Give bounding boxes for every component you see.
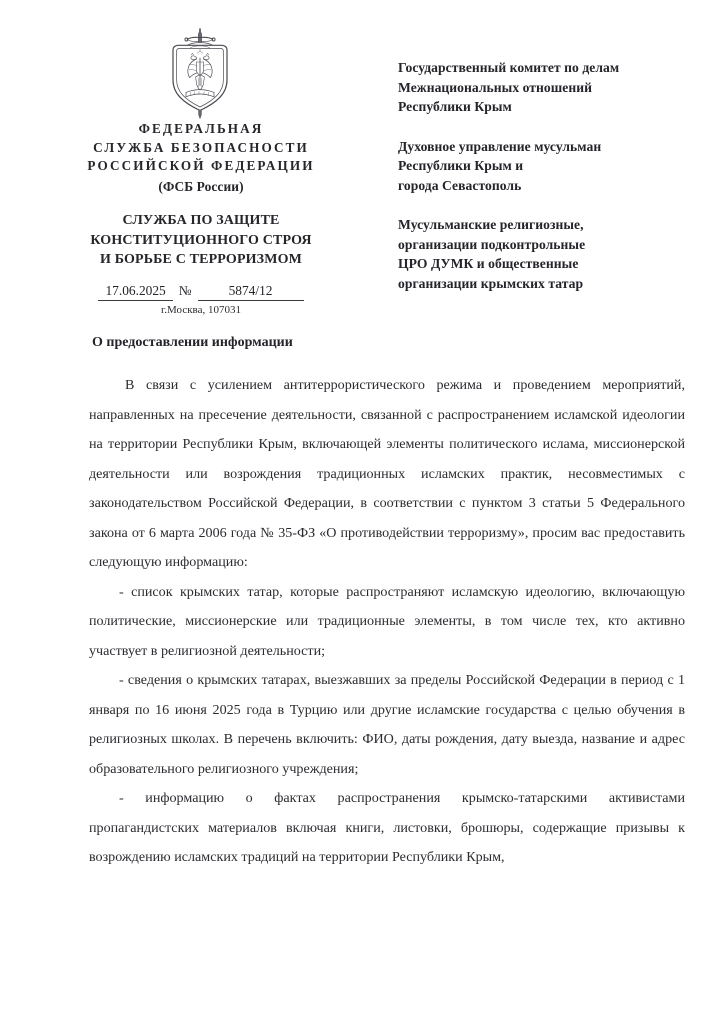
addressee-3-line-3: ЦРО ДУМК и общественные [398, 256, 579, 271]
addressee-2 [398, 137, 698, 196]
letterhead-line-3: РОССИЙСКОЙ ФЕДЕРАЦИИ [87, 158, 315, 173]
document-city: г.Москва, 107031 [161, 304, 241, 316]
addressee-3 [398, 215, 698, 293]
addressee-2-line-3: города Севастополь [398, 177, 522, 193]
body-paragraph-1: В связи с усилением антитеррористического режима и проведением мероприятий, направленных на пресечение деятельности, связанной с распространением исламской идеологии на территории Республики Крым, включающей элементы политического ислама, миссионерской деятельности или возрождения традиционных исламских практик, несовместимых с законодательством Российской Федерации, в соответствии с пунктом 3 статьи 5 Федерального закона от 6 марта 2006 года № 35-ФЗ «О противодействии терроризму», просим вас предоставить следующую информацию: [89, 377, 685, 570]
department-line-2: КОНСТИТУЦИОННОГО СТРОЯ [90, 232, 312, 248]
department-block [48, 211, 354, 270]
fsb-shield-emblem-icon [163, 28, 237, 120]
addressee-3-line-2: организации подконтрольные [398, 236, 586, 252]
addressee-2-line-1: Духовное управление мусульман [398, 138, 602, 154]
document-reference [48, 282, 354, 317]
document-number: 5874/12 [198, 282, 304, 301]
department-line-3: И БОРЬБЕ С ТЕРРОРИЗМОМ [100, 252, 302, 267]
letterhead-line-1: ФЕДЕРАЛЬНАЯ [138, 121, 264, 136]
document-date: 17.06.2025 [98, 282, 172, 301]
document-reference-row [98, 282, 303, 301]
number-sign-label: № [178, 283, 192, 298]
addressee-3-line-1: Мусульманские религиозные, [398, 217, 584, 232]
department-line-1: СЛУЖБА ПО ЗАЩИТЕ [122, 213, 280, 228]
addressee-1-line-1: Государственный комитет по делам [398, 60, 620, 75]
letterhead-block [48, 120, 354, 196]
addressee-block [398, 58, 698, 293]
addressee-1-line-3: Республики Крым [398, 99, 512, 114]
addressee-1-line-2: Межнациональных отношений [398, 79, 593, 95]
letterhead-line-2: СЛУЖБА БЕЗОПАСНОСТИ [93, 139, 309, 155]
addressee-1 [398, 58, 698, 117]
document-body [89, 371, 685, 873]
subject-line: О предоставлении информации [92, 335, 293, 350]
body-paragraph-3: - сведения о крымских татарах, выезжавших за пределы Российской Федерации в период с 1 января по 16 июня 2025 года в Турцию или другие исламские государства с целью обучения в религиозных школах. В перечень включить: ФИО, даты рождения, дату выезда, название и адрес образовательного религиозного учреждения; [89, 672, 685, 777]
letterhead-abbreviation: (ФСБ России) [158, 178, 244, 194]
body-paragraph-2: - список крымских татар, которые распространяют исламскую идеологию, включающую политические, миссионерские или традиционные элементы, в том числе тех, кто активно участвует в религиозной деятельности; [89, 583, 685, 659]
body-paragraph-4: - информацию о фактах распространения крымско-татарскими активистами пропагандистских материалов включая книги, листовки, брошюры, содержащие призывы к возрождению исламских традиций на территории Республики Крым, [89, 790, 685, 865]
addressee-2-line-2: Республики Крым и [398, 158, 524, 173]
addressee-3-line-4: организации крымских татар [398, 275, 584, 291]
